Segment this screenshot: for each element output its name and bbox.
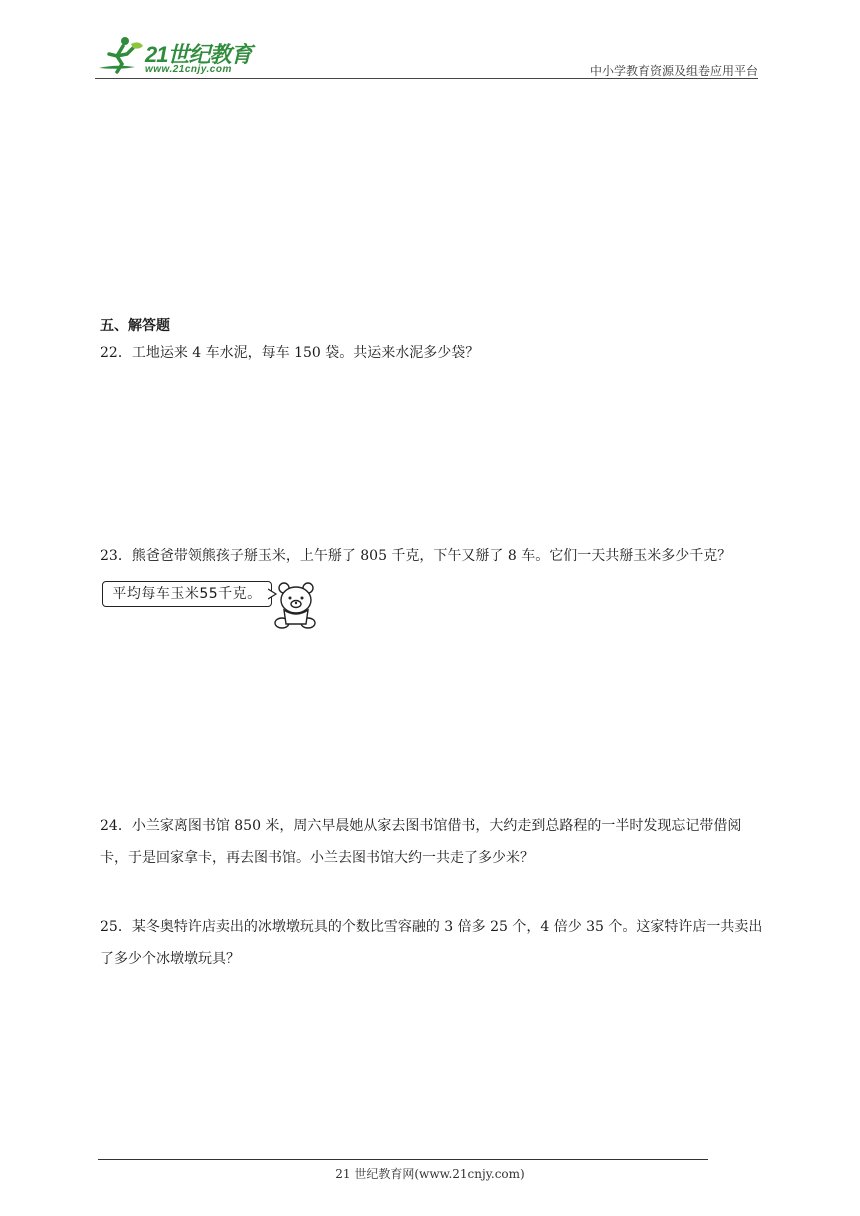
bear-icon xyxy=(272,580,320,630)
platform-name: 中小学教育资源及组卷应用平台 xyxy=(589,64,758,78)
question-23: 23．熊爸爸带领熊孩子掰玉米，上午掰了 805 千克，下午又掰了 8 车。它们一天共掰玉米多少千克？ xyxy=(100,548,732,564)
footer-text[interactable]: 21 世纪教育网(www.21cnjy.com) xyxy=(335,1167,525,1181)
speech-bubble: 平均每车玉米55千克。 xyxy=(102,581,272,607)
header-divider xyxy=(95,78,758,79)
question-22: 22．工地运来 4 车水泥，每车 150 袋。共运来水泥多少袋？ xyxy=(100,345,480,361)
page-header xyxy=(95,34,758,80)
question-25: 25．某冬奥特许店卖出的冰墩墩玩具的个数比雪容融的 3 倍多 25 个，4 倍少 35 个。这家特许店一共卖出了多少个冰墩墩玩具？ xyxy=(100,919,763,967)
site-logo[interactable] xyxy=(95,34,265,80)
question-24: 24．小兰家离图书馆 850 米，周六早晨她从家去图书馆借书，大约走到总路程的一半时发现忘记带借阅卡，于是回家拿卡，再去图书馆。小兰去图书馆大约一共走了多少米？ xyxy=(100,818,742,866)
section-title: 五、解答题 xyxy=(100,318,170,334)
footer-divider xyxy=(98,1159,708,1160)
logo-text: 21世纪教育 xyxy=(145,42,252,67)
logo-url: www.21cnjy.com xyxy=(145,64,232,75)
runner-logo-icon xyxy=(95,34,145,78)
